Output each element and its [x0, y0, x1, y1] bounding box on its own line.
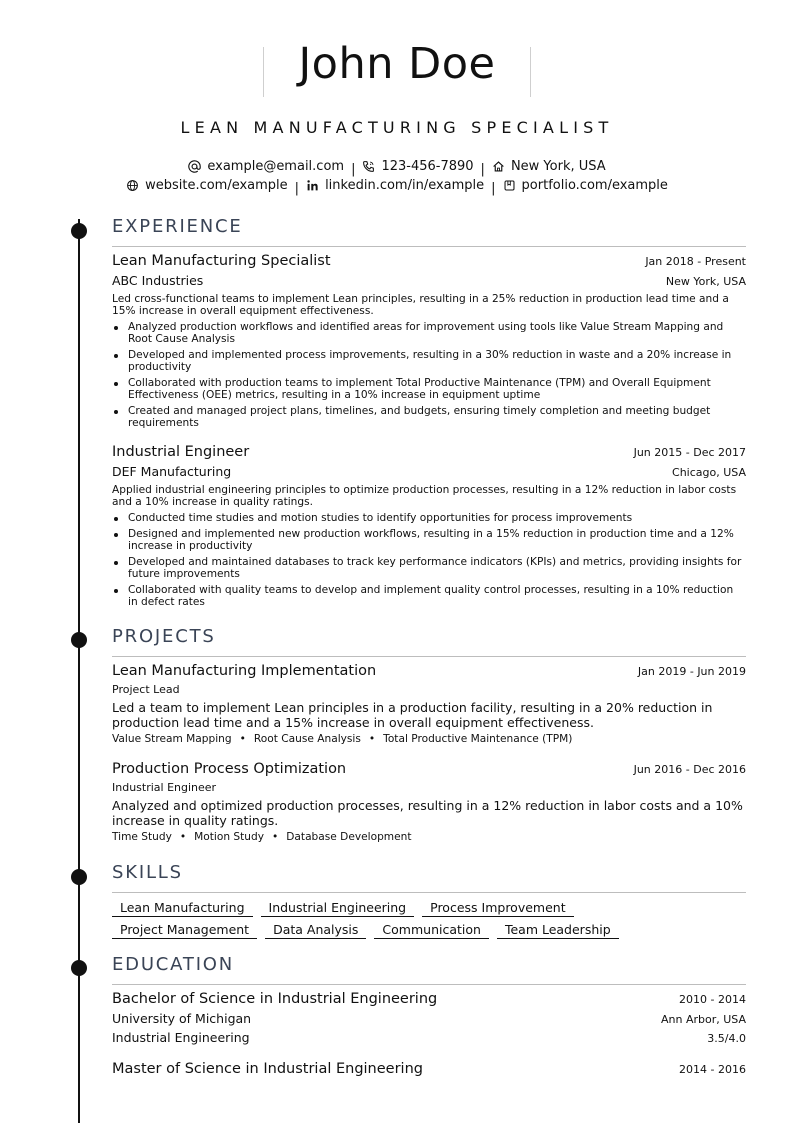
job-summary: Applied industrial engineering principles to optimize production processes, resulting in a 12% reduction in labor costs and a 10% increase in quality ratings.: [112, 484, 737, 508]
bullet-text: Collaborated with production teams to implement Total Productive Maintenance (TPM) and Overall Equipment Effectiveness (OEE) metrics, resulting in a 10% increase in equipment uptime: [128, 377, 711, 401]
skill-chip: Data Analysis: [265, 922, 366, 939]
job-bullet: [112, 405, 746, 429]
job-header: [112, 253, 746, 269]
keyword-separator: •: [368, 733, 376, 745]
contact-separator: |: [491, 181, 496, 196]
name-block: [263, 39, 531, 97]
email-contact[interactable]: [188, 159, 344, 174]
timeline-dot-experience: [71, 223, 87, 239]
job-subheader: [112, 273, 746, 288]
job-location: New York, USA: [665, 275, 746, 288]
job-subheader: [112, 464, 746, 479]
contact-line-2: [0, 178, 794, 196]
contact-separator: |: [294, 181, 300, 196]
job-bullet: [112, 349, 746, 373]
job-bullet: [112, 321, 746, 345]
linkedin-contact[interactable]: [306, 178, 484, 193]
skill-chip: Project Management: [112, 922, 257, 939]
project-role-row: [112, 683, 746, 696]
keyword: Total Productive Maintenance (TPM): [383, 733, 573, 745]
job-dates: Jun 2015 - Dec 2017: [633, 446, 746, 459]
skill-chip: Industrial Engineering: [261, 900, 415, 917]
degree: Master of Science in Industrial Engineering: [112, 1061, 423, 1077]
globe-icon: [126, 179, 139, 192]
portfolio-icon: [503, 179, 516, 192]
project-keywords: [112, 831, 412, 843]
name-right-bar: [530, 47, 531, 97]
job-company: DEF Manufacturing: [112, 464, 232, 479]
gpa: 3.5/4.0: [707, 1032, 746, 1045]
project-description: Analyzed and optimized production processes, resulting in a 12% reduction in labor costs and a 10% increase in quality ratings.: [112, 798, 743, 828]
job-bullet: [112, 528, 746, 552]
skills-row: [112, 900, 746, 917]
keyword: Root Cause Analysis: [253, 733, 361, 745]
contact-separator: |: [351, 162, 356, 177]
school-location: Ann Arbor, USA: [660, 1013, 746, 1026]
section-title-projects: PROJECTS: [112, 626, 216, 647]
timeline-dot-skills: [71, 869, 87, 885]
keyword-separator: •: [272, 831, 279, 843]
education-field-row: [112, 1030, 746, 1045]
education-school-row: [112, 1011, 746, 1026]
bullet-text: Developed and maintained databases to track key performance indicators (KPIs) and metrics, providing insights for future improvements: [128, 556, 742, 580]
skills-row: [112, 922, 746, 939]
project-role: Project Lead: [112, 683, 180, 696]
bullet-text: Collaborated with quality teams to develop and implement quality control processes, resulting in a 10% reduction in defect rates: [128, 584, 734, 608]
section-rule: [112, 892, 746, 893]
job-bullet: [112, 584, 746, 608]
contact-line-1: [0, 159, 794, 177]
bullet-text: Developed and implemented process improvements, resulting in a 30% reduction in waste and a 20% increase in productivity: [128, 349, 732, 373]
skill-chip: Process Improvement: [422, 900, 573, 917]
job-bullet: [112, 556, 746, 580]
project-dates: Jan 2019 - Jun 2019: [637, 665, 746, 678]
job-bullet: [112, 377, 746, 401]
school: University of Michigan: [112, 1011, 252, 1026]
email-text: example@email.com: [207, 159, 345, 174]
timeline-dot-education: [71, 960, 87, 976]
project-description: Led a team to implement Lean principles in a production facility, resulting in a 20% reduction in production lead time and a 15% increase in overall equipment effectiveness.: [112, 700, 713, 730]
portfolio-text: portfolio.com/example: [521, 178, 668, 193]
keyword: Value Stream Mapping: [112, 733, 232, 745]
section-title-education: EDUCATION: [112, 954, 235, 975]
section-rule: [112, 656, 746, 657]
section-title-experience: EXPERIENCE: [112, 216, 243, 237]
degree: Bachelor of Science in Industrial Engineering: [112, 991, 438, 1007]
phone-icon: [362, 160, 375, 173]
keyword-separator: •: [239, 733, 246, 745]
education-header: [112, 991, 746, 1007]
location-contact: [492, 159, 606, 174]
timeline-dot-projects: [71, 632, 87, 648]
candidate-name: John Doe: [298, 39, 496, 89]
job-bullet: [112, 512, 746, 524]
project-header: [112, 663, 746, 679]
keyword: Database Development: [286, 831, 412, 843]
skills-list: [112, 900, 746, 944]
timeline-line: [78, 219, 80, 1123]
project-keywords: [112, 733, 572, 745]
education-header: [112, 1061, 746, 1077]
project-dates: Jun 2016 - Dec 2016: [633, 763, 746, 776]
portfolio-contact[interactable]: [503, 178, 668, 193]
phone-text: 123-456-7890: [381, 159, 474, 174]
field-of-study: Industrial Engineering: [112, 1030, 250, 1045]
bullet-text: Conducted time studies and motion studies to identify opportunities for process improvements: [128, 512, 633, 524]
skill-chip: Communication: [374, 922, 489, 939]
at-icon: [188, 160, 201, 173]
job-summary: Led cross-functional teams to implement Lean principles, resulting in a 25% reduction in production lead time and a 15% increase in overall equipment effectiveness.: [112, 293, 729, 317]
website-text: website.com/example: [145, 178, 288, 193]
linkedin-icon: [306, 179, 319, 192]
section-rule: [112, 984, 746, 985]
project-name: Lean Manufacturing Implementation: [112, 663, 377, 679]
keyword: Motion Study: [194, 831, 265, 843]
job-role: Lean Manufacturing Specialist: [112, 253, 331, 269]
skill-chip: Lean Manufacturing: [112, 900, 253, 917]
location-text: New York, USA: [510, 159, 606, 174]
education-dates: 2014 - 2016: [679, 1063, 746, 1076]
section-rule: [112, 246, 746, 247]
job-title: LEAN MANUFACTURING SPECIALIST: [180, 118, 614, 137]
keyword-separator: •: [179, 831, 187, 843]
education-dates: 2010 - 2014: [679, 993, 746, 1006]
bullet-text: Created and managed project plans, timelines, and budgets, ensuring timely completion and meeting budget requirements: [128, 405, 711, 429]
project-role-row: [112, 781, 746, 794]
job-dates: Jan 2018 - Present: [645, 255, 746, 268]
project-name: Production Process Optimization: [112, 761, 347, 777]
bullet-text: Designed and implemented new production workflows, resulting in a 15% reduction in production time and a 12% increase in productivity: [128, 528, 734, 552]
home-icon: [492, 160, 505, 173]
bullet-text: Analyzed production workflows and identified areas for improvement using tools like Value Stream Mapping and Root Cause Analysis: [128, 321, 724, 345]
job-role: Industrial Engineer: [112, 444, 250, 460]
job-header: [112, 444, 746, 460]
project-header: [112, 761, 746, 777]
job-company: ABC Industries: [112, 273, 204, 288]
keyword: Time Study: [112, 831, 172, 843]
linkedin-text: linkedin.com/in/example: [325, 178, 485, 193]
website-contact[interactable]: [126, 178, 288, 193]
project-role: Industrial Engineer: [112, 781, 217, 794]
contact-separator: |: [480, 162, 485, 177]
job-location: Chicago, USA: [672, 466, 746, 479]
section-title-skills: SKILLS: [112, 862, 183, 883]
skill-chip: Team Leadership: [497, 922, 619, 939]
phone-contact[interactable]: [362, 159, 473, 174]
